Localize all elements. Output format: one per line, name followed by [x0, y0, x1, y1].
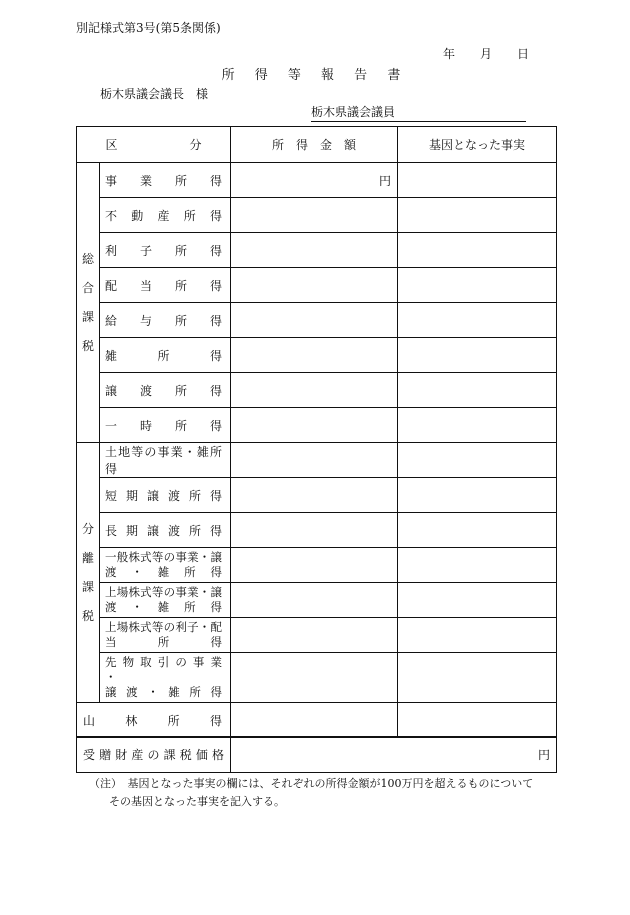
table-row [77, 163, 557, 198]
income-type-label: 一 時 所 得 [100, 408, 231, 443]
table-row [77, 653, 557, 703]
basis-cell[interactable] [398, 373, 557, 408]
income-type-line-2: 渡 ・ 雑 所 得 [105, 565, 223, 579]
group-label-char: 離 [81, 551, 94, 565]
table-row [77, 408, 557, 443]
income-amount-cell[interactable] [231, 198, 398, 233]
table-row [77, 338, 557, 373]
yen-unit: 円 [537, 748, 550, 762]
table-row [77, 583, 557, 618]
group-label-char: 課 [81, 580, 94, 594]
gift-property-value[interactable] [231, 737, 557, 773]
group-label-char: 課 [81, 310, 94, 324]
income-type-label [100, 513, 231, 548]
income-amount-cell[interactable] [231, 338, 398, 373]
group-label-char: 分 [81, 522, 94, 536]
income-type-label: 不 動 産 所 得 [100, 198, 231, 233]
income-type-label: 譲 渡 所 得 [100, 373, 231, 408]
income-amount-cell[interactable] [231, 268, 398, 303]
yen-unit: 円 [379, 173, 392, 188]
page-title: 所 得 等 報 告 書 [221, 68, 409, 83]
income-type-line-2: 渡 ・ 雑 所 得 [105, 600, 223, 614]
basis-cell[interactable] [398, 618, 557, 653]
basis-cell[interactable] [398, 303, 557, 338]
group-label [77, 163, 100, 443]
basis-cell[interactable] [398, 653, 557, 703]
header-category: 区 分 [77, 127, 231, 163]
table-row [77, 373, 557, 408]
table-row [77, 703, 557, 738]
table-header-row [77, 127, 557, 163]
addressee: 栃木県議会議長 様 [100, 87, 209, 101]
basis-cell[interactable] [398, 513, 557, 548]
income-type-line-2: 当 所 得 [105, 635, 223, 649]
date-line [443, 45, 529, 62]
header-amount: 所 得 金 額 [231, 127, 398, 163]
gift-property-label: 受 贈 財 産 の 課 税 価 格 [77, 737, 231, 773]
income-type-label: 給 与 所 得 [100, 303, 231, 338]
income-type-line-1: 土地等の事業・雑所得 [105, 445, 223, 476]
income-amount-cell[interactable] [231, 653, 398, 703]
income-amount-cell[interactable] [231, 233, 398, 268]
table-row [77, 303, 557, 338]
income-type-label: 事 業 所 得 [100, 163, 231, 198]
income-amount-cell[interactable] [231, 478, 398, 513]
basis-cell[interactable] [398, 443, 557, 478]
group-label-char: 税 [81, 339, 94, 353]
table-row [77, 268, 557, 303]
basis-cell[interactable] [398, 408, 557, 443]
income-amount-cell[interactable] [231, 303, 398, 338]
table-row [77, 443, 557, 478]
note-line-1: （注） 基因となった事実の欄には、それぞれの所得金額が100万円を超えるものについて [89, 777, 534, 790]
group-label [77, 443, 100, 703]
income-type-label: 雑 所 得 [100, 338, 231, 373]
income-type-line-1: 長 期 譲 渡 所 得 [105, 523, 223, 538]
group-label-char: 総 [81, 252, 94, 266]
table-row [77, 513, 557, 548]
basis-cell[interactable] [398, 198, 557, 233]
gift-property-table [76, 736, 557, 773]
basis-cell[interactable] [398, 703, 557, 738]
income-type-label [100, 478, 231, 513]
income-type-line-1: 先 物 取 引 の 事 業 ・ [105, 655, 223, 684]
basis-cell[interactable] [398, 233, 557, 268]
table-row [77, 478, 557, 513]
income-amount-cell[interactable] [231, 443, 398, 478]
basis-cell[interactable] [398, 268, 557, 303]
table-row [77, 618, 557, 653]
table-row [77, 233, 557, 268]
date-month-label: 月 [480, 47, 493, 61]
group-label-char: 税 [81, 609, 94, 623]
income-type-line-1: 上場株式等の利子・配 [105, 620, 223, 634]
basis-cell[interactable] [398, 338, 557, 373]
income-type-label [100, 583, 231, 618]
basis-cell[interactable] [398, 548, 557, 583]
table-row [77, 548, 557, 583]
income-amount-cell[interactable] [231, 618, 398, 653]
income-amount-cell[interactable] [231, 548, 398, 583]
income-type-label [100, 618, 231, 653]
forestry-income-label: 山 林 所 得 [77, 703, 231, 738]
income-amount-cell[interactable] [231, 163, 398, 198]
date-year-label: 年 [443, 47, 456, 61]
basis-cell[interactable] [398, 478, 557, 513]
income-type-line-2: 譲 渡 ・ 雑 所 得 [105, 685, 223, 699]
basis-cell[interactable] [398, 163, 557, 198]
income-type-label [100, 653, 231, 703]
income-amount-cell[interactable] [231, 408, 398, 443]
income-type-label [100, 443, 231, 478]
group-label-char: 合 [81, 281, 94, 295]
signer-field[interactable]: 栃木県議会議員 [311, 103, 526, 122]
form-number: 別記様式第3号(第5条関係) [76, 21, 221, 35]
header-basis: 基因となった事実 [398, 127, 557, 163]
basis-cell[interactable] [398, 583, 557, 618]
income-type-label: 利 子 所 得 [100, 233, 231, 268]
income-amount-cell[interactable] [231, 703, 398, 738]
income-type-label: 配 当 所 得 [100, 268, 231, 303]
date-day-label: 日 [517, 47, 530, 61]
income-report-table [76, 126, 557, 738]
income-amount-cell[interactable] [231, 513, 398, 548]
note-line-2: その基因となった事実を記入する。 [109, 795, 285, 808]
income-amount-cell[interactable] [231, 583, 398, 618]
income-type-line-1: 上場株式等の事業・譲 [105, 585, 223, 599]
income-type-line-1: 短 期 譲 渡 所 得 [105, 488, 223, 503]
income-type-line-1: 一般株式等の事業・譲 [105, 550, 223, 564]
income-amount-cell[interactable] [231, 373, 398, 408]
income-type-label [100, 548, 231, 583]
table-row [77, 198, 557, 233]
